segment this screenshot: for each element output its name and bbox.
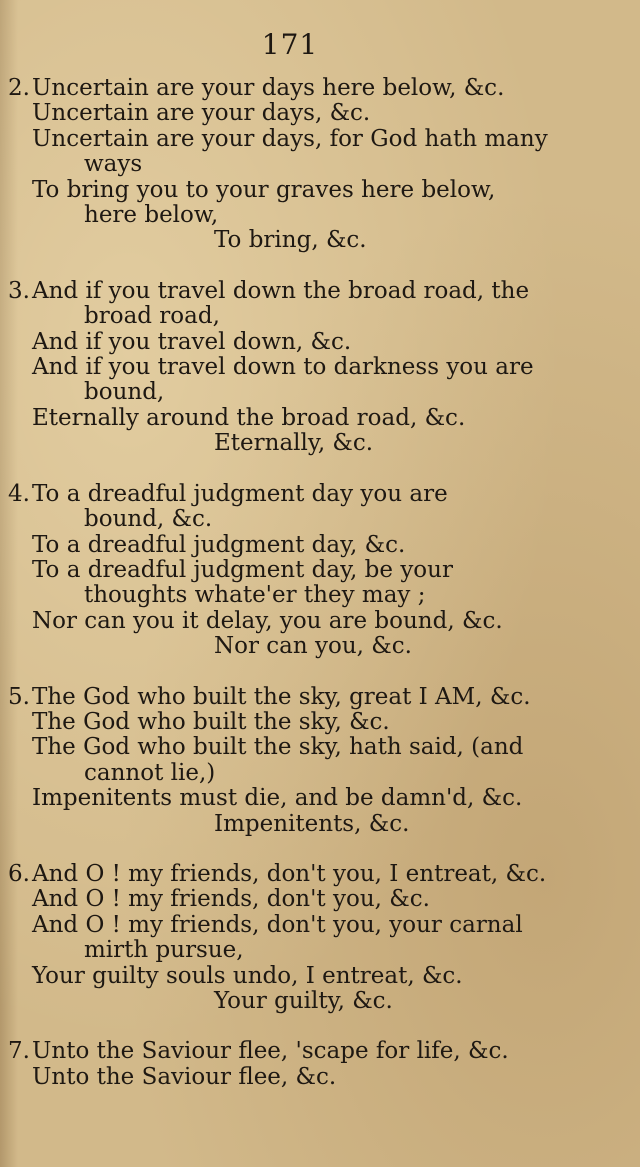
verse-line: Your guilty souls undo, I entreat, &c. [32, 962, 463, 989]
verse-line-text: Uncertain are your days here below, &c. [32, 75, 505, 101]
verse-line: Nor can you it delay, you are bound, &c. [32, 607, 503, 634]
verse-line-text: The God who built the sky, great I AM, &c. [32, 683, 531, 710]
verse-line-text: And O ! my friends, don't you, I entreat, &c. [32, 860, 547, 887]
verse-line-continuation: bound, &c. [84, 506, 213, 533]
verse-line: And if you travel down, &c. [32, 328, 352, 355]
verse-refrain: Your guilty, &c. [214, 988, 393, 1014]
verse-line [8, 685, 580, 710]
verse-line-text: To a dreadful judgment day you are [32, 480, 448, 507]
verse-number: 5. [8, 683, 30, 710]
verse-number: 3. [8, 277, 30, 304]
verse-number: 4. [8, 480, 30, 507]
verse-number: 7. [8, 1038, 30, 1065]
verse-line-continuation: cannot lie,) [84, 759, 216, 786]
verse-line: Eternally around the broad road, &c. [32, 404, 466, 431]
verse-line: Uncertain are your days, for God hath many [32, 125, 548, 152]
verse-3 [8, 279, 580, 457]
verse-line: Unto the Saviour flee, &c. [32, 1063, 337, 1090]
verse-line-continuation: broad road, [84, 303, 220, 330]
verse-6 [8, 862, 580, 1014]
verse-line: The God who built the sky, &c. [32, 708, 390, 735]
verse-refrain: To bring, &c. [214, 227, 367, 254]
verse-line-continuation: ways [84, 151, 143, 178]
verse-line: To a dreadful judgment day, &c. [32, 531, 406, 558]
verse-line-continuation: here below, [84, 202, 219, 229]
verse-5 [8, 685, 580, 837]
verse-line [8, 862, 580, 887]
verse-line [8, 1039, 580, 1064]
verse-line: Uncertain are your days, &c. [32, 100, 371, 127]
page-number: 171 [261, 28, 319, 61]
verse-line [8, 76, 580, 101]
verse-line: The God who built the sky, hath said, (and [32, 734, 524, 761]
verse-refrain: Eternally, &c. [214, 430, 374, 457]
verse-refrain: Nor can you, &c. [214, 633, 412, 660]
verse-7 [8, 1039, 580, 1090]
verse-line-continuation: bound, [84, 379, 165, 406]
verse-number: 6. [8, 860, 30, 887]
verse-line: And O ! my friends, don't you, your carnal [32, 911, 523, 938]
verse-line: And if you travel down to darkness you are [32, 354, 534, 381]
verse-line-continuation: thoughts whate'er they may ; [84, 582, 426, 609]
verse-line [8, 279, 580, 304]
verse-line-continuation: mirth pursue, [84, 937, 244, 964]
verse-line: To a dreadful judgment day, be your [32, 556, 453, 583]
verse-line-text: And if you travel down the broad road, the [32, 277, 530, 304]
verse-line: And O ! my friends, don't you, &c. [32, 886, 430, 913]
verse-2 [8, 76, 580, 254]
verse-line [8, 482, 580, 507]
hymn-verses [8, 76, 580, 1115]
verse-refrain: Impenitents, &c. [214, 810, 410, 837]
verse-line-text: Unto the Saviour flee, 'scape for life, &c. [32, 1038, 509, 1065]
verse-line: To bring you to your graves here below, [32, 176, 496, 203]
verse-number: 2. [8, 75, 30, 101]
verse-4 [8, 482, 580, 660]
verse-line: Impenitents must die, and be damn'd, &c. [32, 785, 523, 812]
